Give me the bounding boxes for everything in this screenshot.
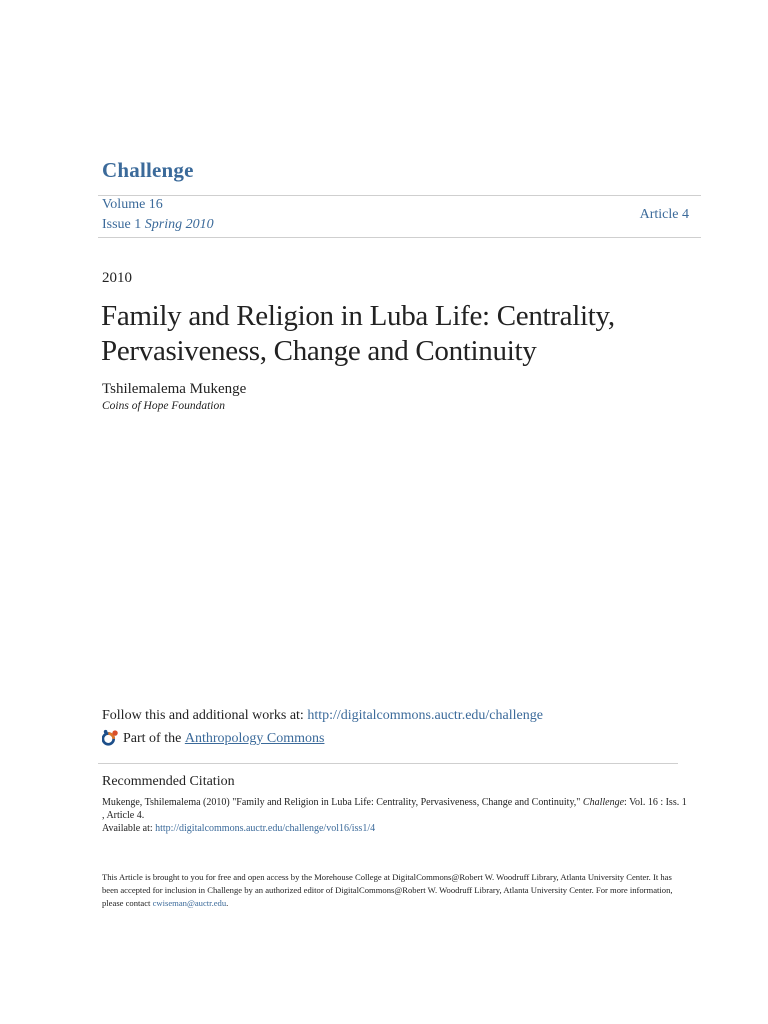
access-notice (102, 871, 687, 910)
header-divider-bottom (98, 237, 701, 238)
follow-line (102, 708, 543, 724)
article-number: Article 4 (639, 207, 689, 222)
citation-volume: : Vol. 16 : Iss. 1 , Article 4. (102, 797, 687, 821)
issue-season: Spring 2010 (144, 217, 214, 232)
access-notice-text: This Article is brought to you for free and open access by the Morehouse College at DigitalCommons@Robert W. Woodruff Library, Atlanta University Center. It has been accepted for inclusion in Challenge by an authorized editor of DigitalCommons@Robert W. Woodruff Library, Atlanta University Center. For more information, please contact (102, 872, 673, 908)
follow-text: Follow this and additional works at: (102, 708, 304, 723)
contact-email-link[interactable]: cwiseman@auctr.edu (152, 898, 227, 908)
anthropology-commons-link[interactable]: Anthropology Commons (184, 731, 325, 746)
volume-label: Volume 16 (102, 197, 163, 212)
issue-label (102, 217, 214, 233)
issue-number: Issue 1 (102, 217, 142, 232)
network-commons-icon (102, 729, 120, 747)
access-notice-end: . (226, 898, 229, 908)
available-at-line (102, 823, 375, 834)
journal-title: Challenge (102, 158, 194, 182)
article-url-link[interactable]: http://digitalcommons.auctr.edu/challenge/vol16/iss1/4 (155, 823, 376, 834)
available-label: Available at: (102, 823, 153, 834)
author-affiliation: Coins of Hope Foundation (102, 400, 225, 412)
article-title: Family and Religion in Luba Life: Centrality, Pervasiveness, Change and Continuity (101, 300, 615, 367)
citation-text (102, 796, 687, 822)
citation-divider (98, 763, 678, 764)
publication-year: 2010 (102, 270, 132, 286)
part-of-line (102, 731, 324, 747)
header-divider-top (98, 195, 701, 196)
citation-journal: Challenge (582, 797, 625, 808)
citation-body: Mukenge, Tshilemalema (2010) "Family and Religion in Luba Life: Centrality, Pervasiveness, Change and Continuity," (102, 797, 581, 808)
recommended-citation-heading: Recommended Citation (102, 774, 235, 789)
follow-link[interactable]: http://digitalcommons.auctr.edu/challenge (307, 708, 543, 723)
author-name: Tshilemalema Mukenge (102, 381, 247, 397)
part-of-text: Part of the (123, 731, 182, 746)
